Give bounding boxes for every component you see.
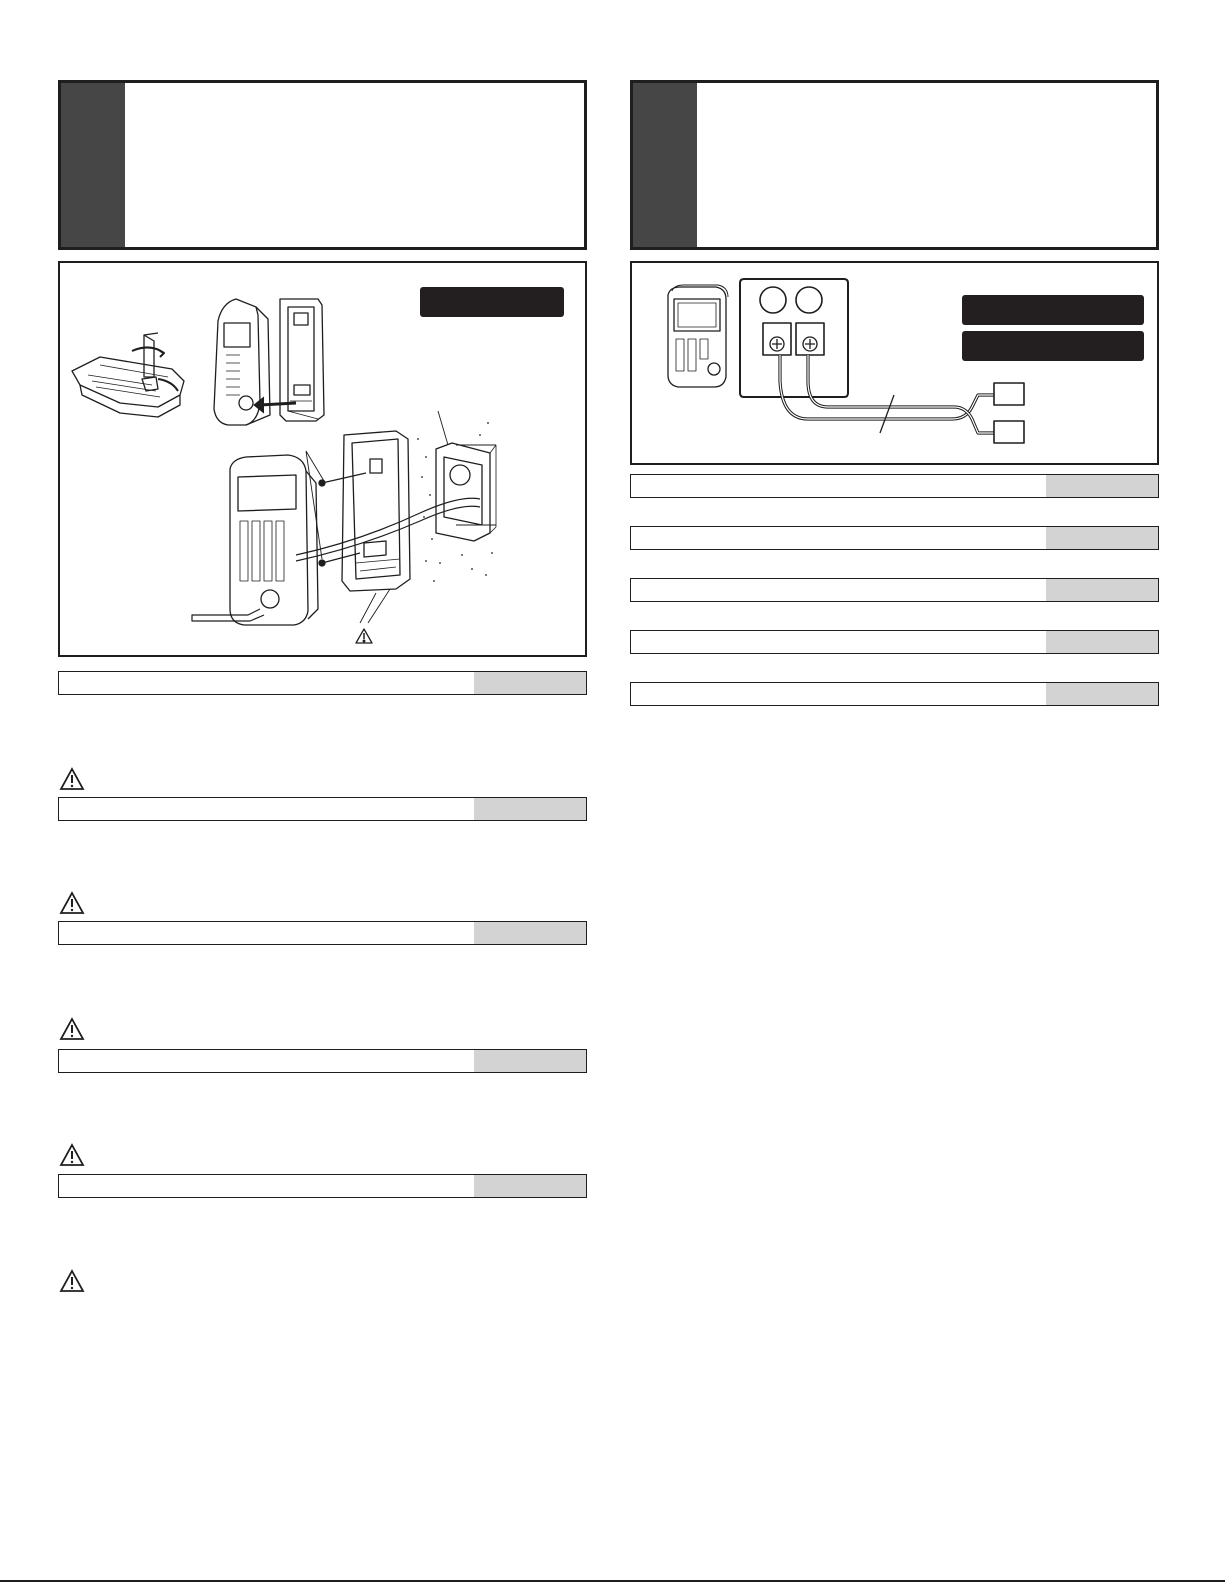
section-bar-1	[58, 671, 587, 695]
wall-bracket-icon	[342, 431, 410, 591]
section-bar-shade	[1046, 631, 1158, 653]
wiring-figure	[630, 261, 1159, 465]
section-bar-r5	[630, 682, 1159, 706]
header-box-left	[58, 80, 587, 250]
warning-triangle-icon	[59, 767, 85, 791]
section-bar-r2	[630, 526, 1159, 550]
section-bar-2	[58, 797, 587, 821]
section-bar-shade	[1046, 579, 1158, 601]
device-thumbnail-icon	[668, 285, 728, 387]
wiring-diagram	[632, 263, 1161, 467]
section-bar-r4	[630, 630, 1159, 654]
section-bar-shade	[474, 798, 586, 820]
section-bar-5	[58, 1174, 587, 1198]
mounting-illustration	[60, 263, 589, 659]
section-bar-shade	[474, 672, 586, 694]
device-mounted-icon	[192, 455, 318, 625]
header-tab-left	[61, 83, 125, 247]
section-bar-4	[58, 1049, 587, 1073]
section-bar-shade	[1046, 683, 1158, 705]
device-top-view-icon	[72, 333, 184, 417]
header-tab-right	[633, 83, 697, 247]
section-bar-r3	[630, 578, 1159, 602]
section-bar-shade	[474, 1050, 586, 1072]
warning-triangle-icon	[356, 629, 372, 643]
terminal-screw-icon	[763, 323, 791, 355]
device-front-view-icon	[214, 299, 324, 425]
warning-triangle-icon	[59, 1017, 85, 1041]
section-bar-shade	[1046, 527, 1158, 549]
section-bar-shade	[1046, 475, 1158, 497]
warning-triangle-icon	[59, 891, 85, 915]
mounting-figure	[58, 261, 587, 657]
warning-triangle-icon	[59, 1269, 85, 1293]
terminal-screw-icon	[796, 323, 824, 355]
section-bar-shade	[474, 1175, 586, 1197]
warning-triangle-icon	[59, 1143, 85, 1167]
footer-rule	[0, 1580, 1225, 1582]
wall-box-icon	[436, 443, 496, 541]
section-bar-3	[58, 921, 587, 945]
section-bar-r1	[630, 474, 1159, 498]
header-box-right	[630, 80, 1159, 250]
section-bar-shade	[474, 922, 586, 944]
